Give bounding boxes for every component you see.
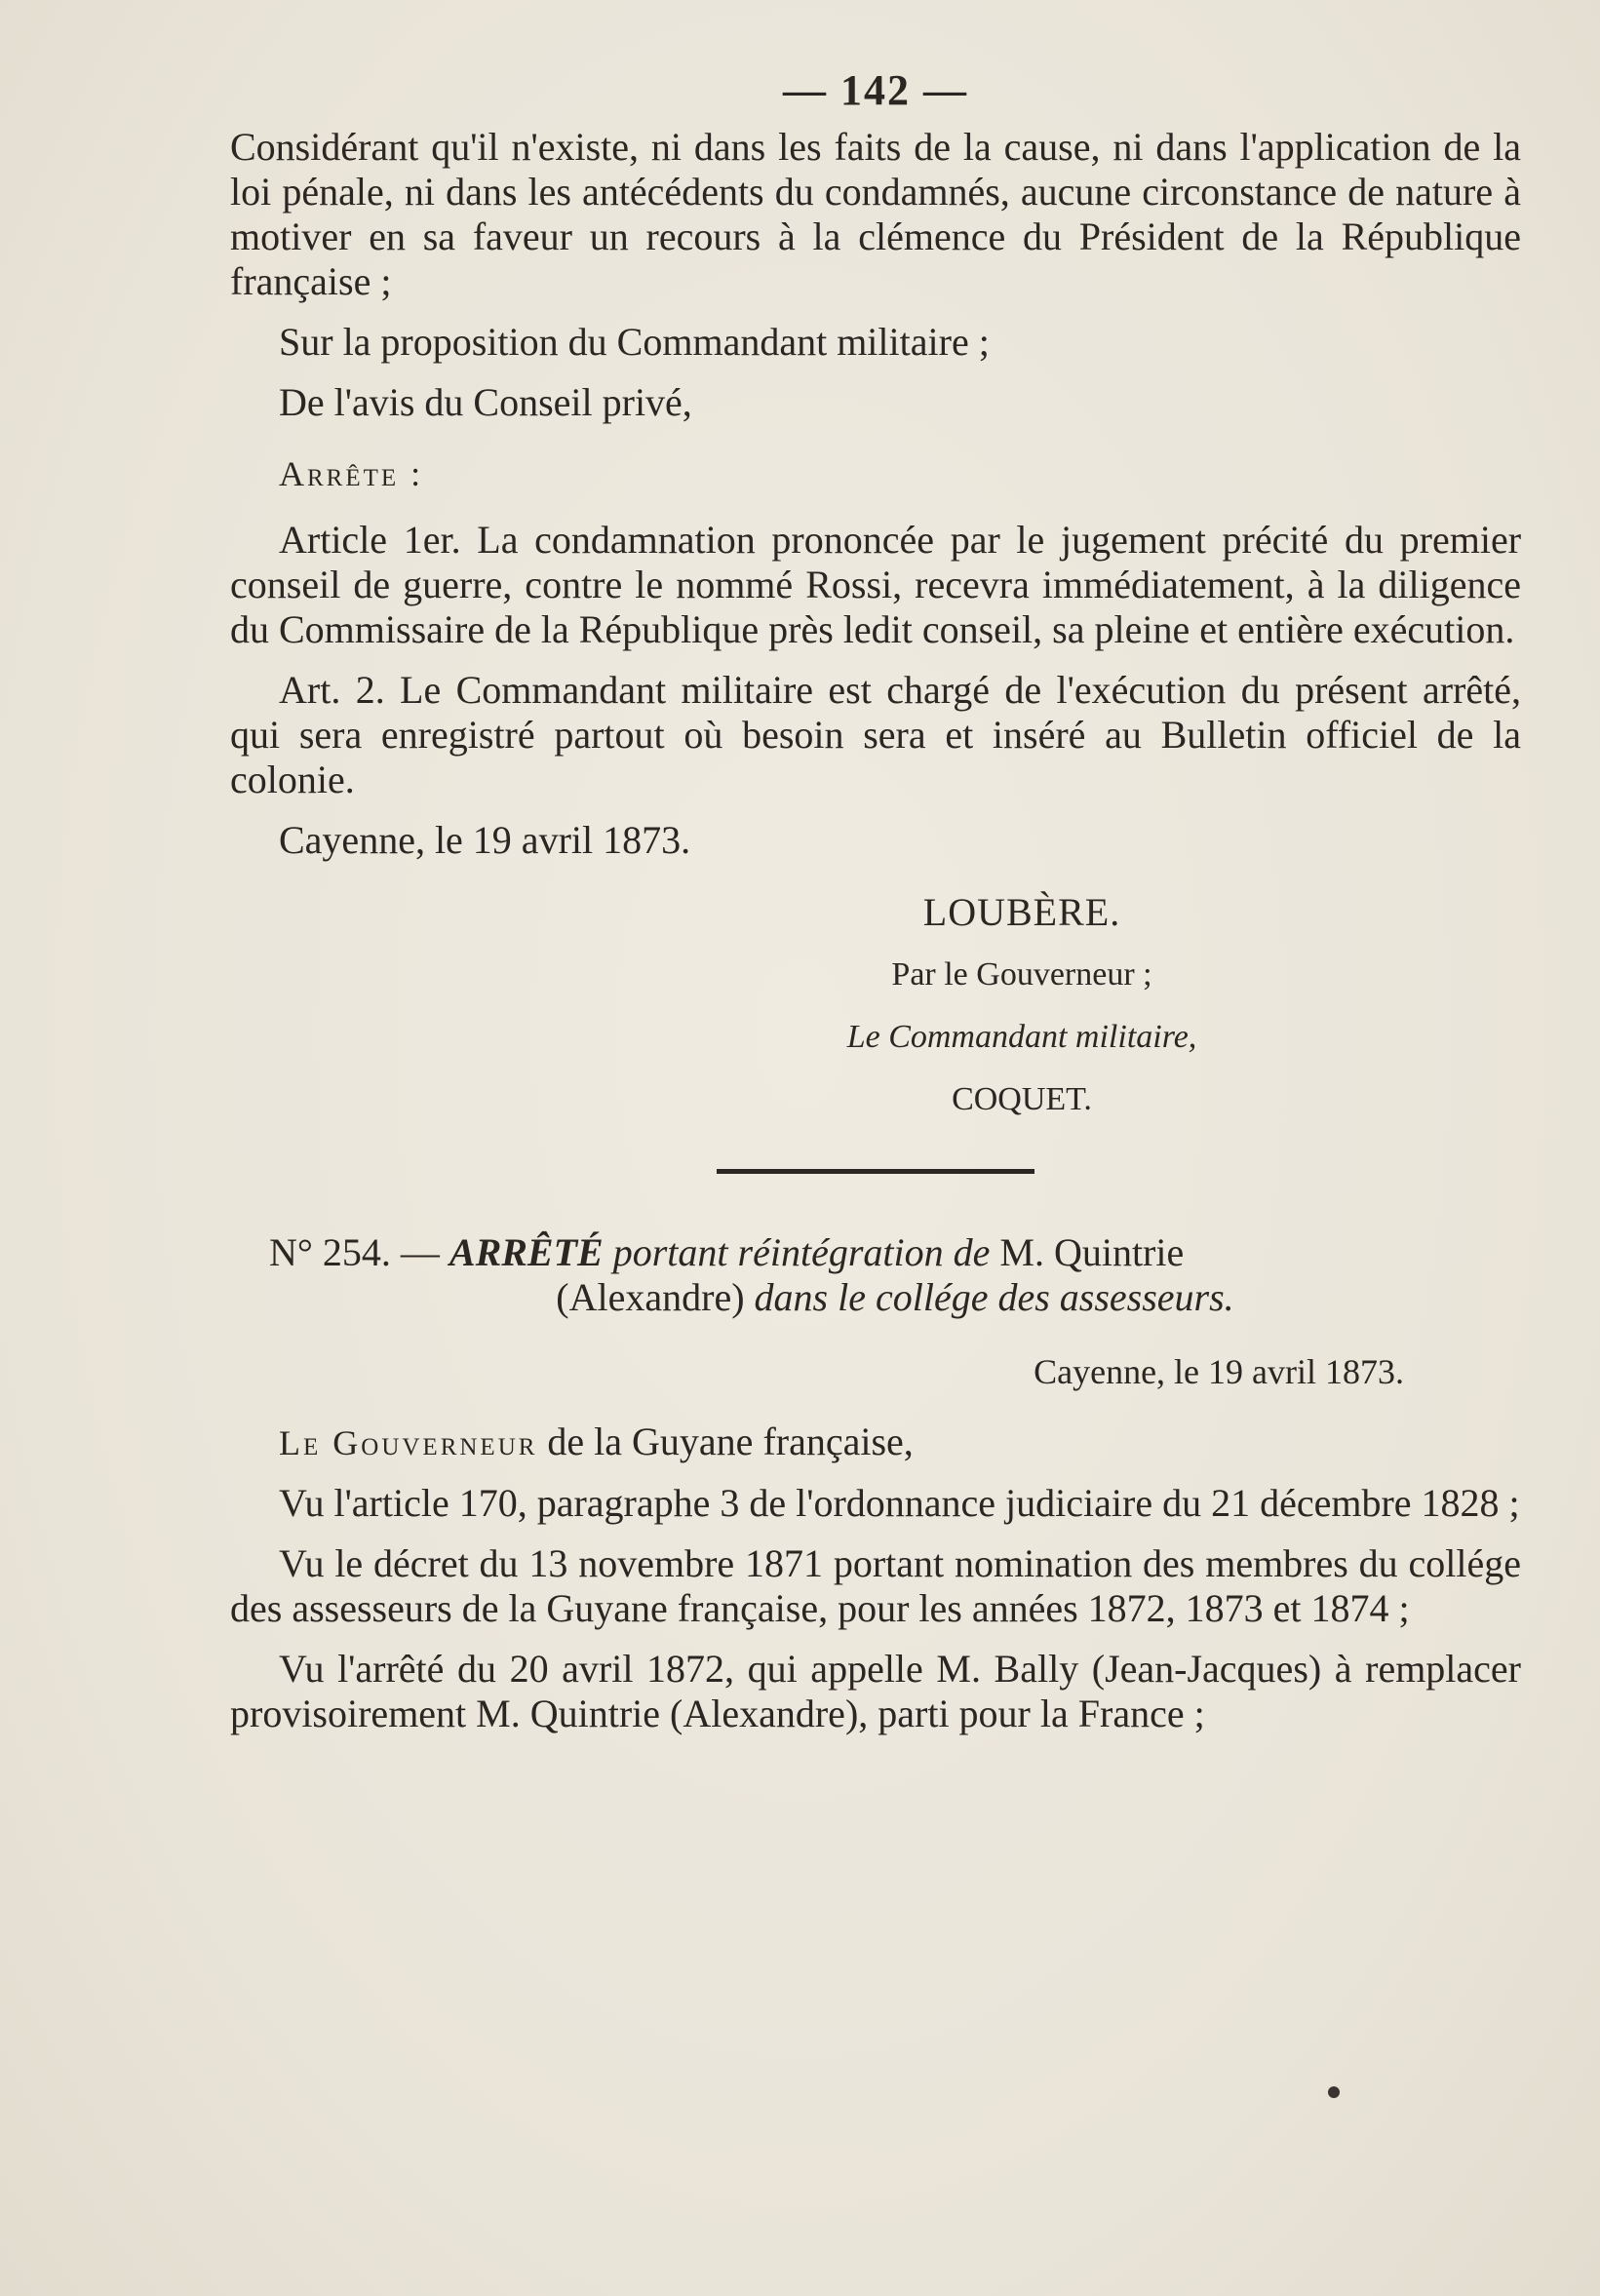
vu-paragraph-3: Vu l'arrêté du 20 avril 1872, qui appelle M. Bally (Jean-Jacques) à remplacer provisoirement M. Quintrie (Alexandre), parti pour la France ; <box>230 1647 1521 1735</box>
article-1 <box>230 518 1521 652</box>
signature-role: Le Commandant militaire, <box>846 1019 1197 1055</box>
gouverneur-line <box>230 1420 1521 1465</box>
decree-number: N° 254. <box>269 1230 391 1274</box>
article-1-label: Article 1er. <box>279 518 461 562</box>
article-2: Art. 2. Le Commandant militaire est chargé de l'exécution du présent arrêté, qui sera enregistré partout où besoin sera et inséré au Bulletin officiel de la colonie. <box>230 668 1521 801</box>
decree-type: ARRÊTÉ <box>449 1230 604 1274</box>
decree-person-first-name: (Alexandre) <box>556 1275 745 1319</box>
decree-person: M. Quintrie <box>999 1230 1185 1274</box>
text-column <box>230 68 1521 1736</box>
arrete-heading-text: Arrête : <box>279 454 424 493</box>
gouverneur-rest: de la Guyane française, <box>547 1420 914 1463</box>
decree-title <box>230 1230 1521 1320</box>
decree-title-part2: dans le collége des assesseurs. <box>754 1275 1234 1319</box>
avis-paragraph: De l'avis du Conseil privé, <box>279 380 692 424</box>
gouverneur-heading: Le Gouverneur <box>279 1423 538 1462</box>
page-number: — 142 — <box>783 66 968 114</box>
proposition-paragraph: Sur la proposition du Commandant militaire ; <box>279 320 990 364</box>
decree-date: Cayenne, le 19 avril 1873. <box>1034 1352 1404 1391</box>
article-1-text: La condamnation prononcée par le jugement précité du premier conseil de guerre, contre le nommé Rossi, recevra immédiatement, à la diligence du Commissaire de la République près ledit conseil, sa pleine et entière exécution. <box>230 518 1522 651</box>
signature-par: Par le Gouverneur ; <box>891 956 1152 992</box>
signature-countersign: COQUET. <box>952 1081 1092 1117</box>
decree-dash: — <box>400 1230 440 1274</box>
section-divider <box>717 1169 1034 1174</box>
arrete-heading <box>279 450 1521 496</box>
signature-block <box>230 890 1521 1122</box>
considerant-paragraph: Considérant qu'il n'existe, ni dans les faits de la cause, ni dans l'application de la loi pénale, ni dans les antécédents du condamnés, aucune circonstance de nature à motiver en sa faveur un recours à la clémence du Président de la République française ; <box>230 125 1521 303</box>
vu-paragraph-2: Vu le décret du 13 novembre 1871 portant nomination des membres du collége des assesseurs de la Guyane française, pour les années 1872, 1873 et 1874 ; <box>230 1541 1521 1630</box>
place-date: Cayenne, le 19 avril 1873. <box>279 818 691 862</box>
ink-speck <box>1328 2086 1340 2098</box>
decree-title-part1: portant réintégration de <box>612 1230 991 1274</box>
signature-name: LOUBÈRE. <box>922 890 1121 934</box>
decree-title-line2 <box>269 1275 1521 1320</box>
vu-paragraph-1: Vu l'article 170, paragraphe 3 de l'ordonnance judiciaire du 21 décembre 1828 ; <box>279 1481 1520 1525</box>
